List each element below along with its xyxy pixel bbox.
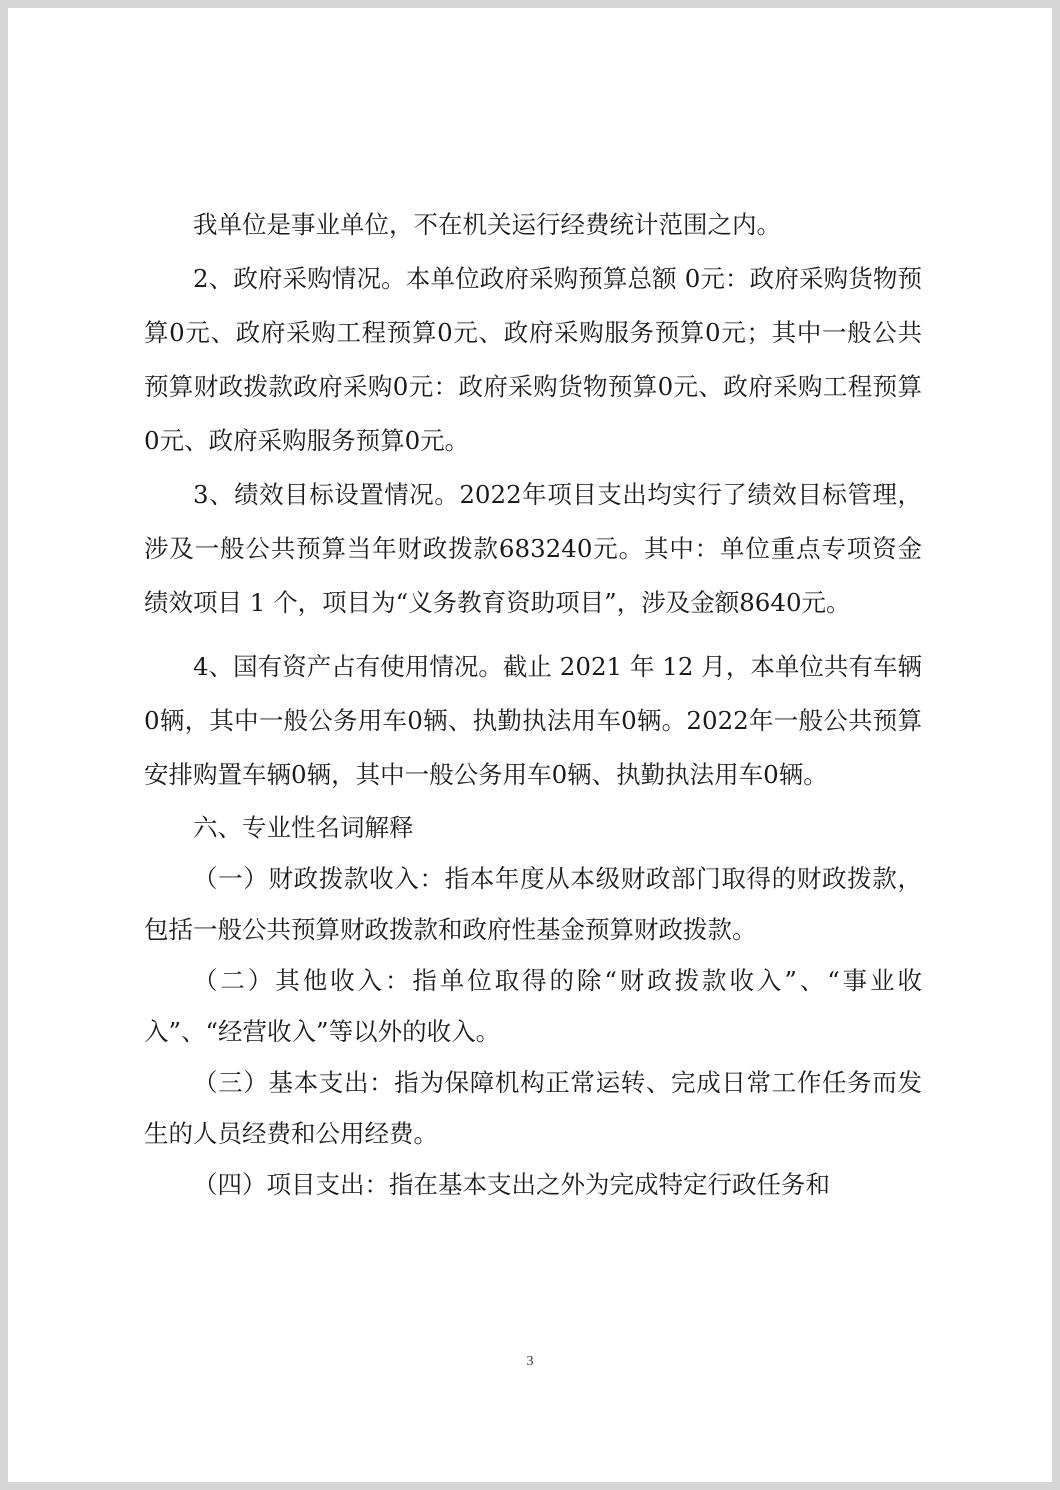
page-number: 3	[526, 1354, 534, 1369]
paragraph-state-assets: 4、国有资产占有使用情况。截止 2021 年 12 月，本单位共有车辆0辆，其中一般公务用车0辆、执勤执法用车0辆。2022年一般公共预算安排购置车辆0辆，其中一般公务用车0辆、执勤执法用车0辆。	[144, 652, 922, 789]
document-body	[144, 198, 922, 1210]
paragraph-performance-targets: 3、绩效目标设置情况。2022年项目支出均实行了绩效目标管理，涉及一般公共预算当年财政拨款683240元。其中：单位重点专项资金绩效项目 1 个，项目为“义务教育资助项目”，涉及金额8640元。	[144, 480, 922, 617]
section-heading-terms: 六、专业性名词解释	[193, 813, 414, 842]
paragraph-term-other-income: （二）其他收入：指单位取得的除“财政拨款收入”、“事业收入”、“经营收入”等以外的收入。	[144, 966, 922, 1046]
paragraph-operating-expenses: 我单位是事业单位，不在机关运行经费统计范围之内。	[193, 210, 781, 239]
paragraph-term-fiscal-appropriation: （一）财政拨款收入：指本年度从本级财政部门取得的财政拨款，包括一般公共预算财政拨款和政府性基金预算财政拨款。	[144, 864, 922, 944]
paragraph-term-basic-expenditure: （三）基本支出：指为保障机构正常运转、完成日常工作任务而发生的人员经费和公用经费。	[144, 1068, 922, 1148]
paragraph-term-project-expenditure: （四）项目支出：指在基本支出之外为完成特定行政任务和	[193, 1170, 830, 1199]
paragraph-government-procurement: 2、政府采购情况。本单位政府采购预算总额 0元：政府采购货物预算0元、政府采购工程预算0元、政府采购服务预算0元；其中一般公共预算财政拨款政府采购0元：政府采购货物预算0元、政府采购工程预算0元、政府采购服务预算0元。	[144, 264, 922, 455]
